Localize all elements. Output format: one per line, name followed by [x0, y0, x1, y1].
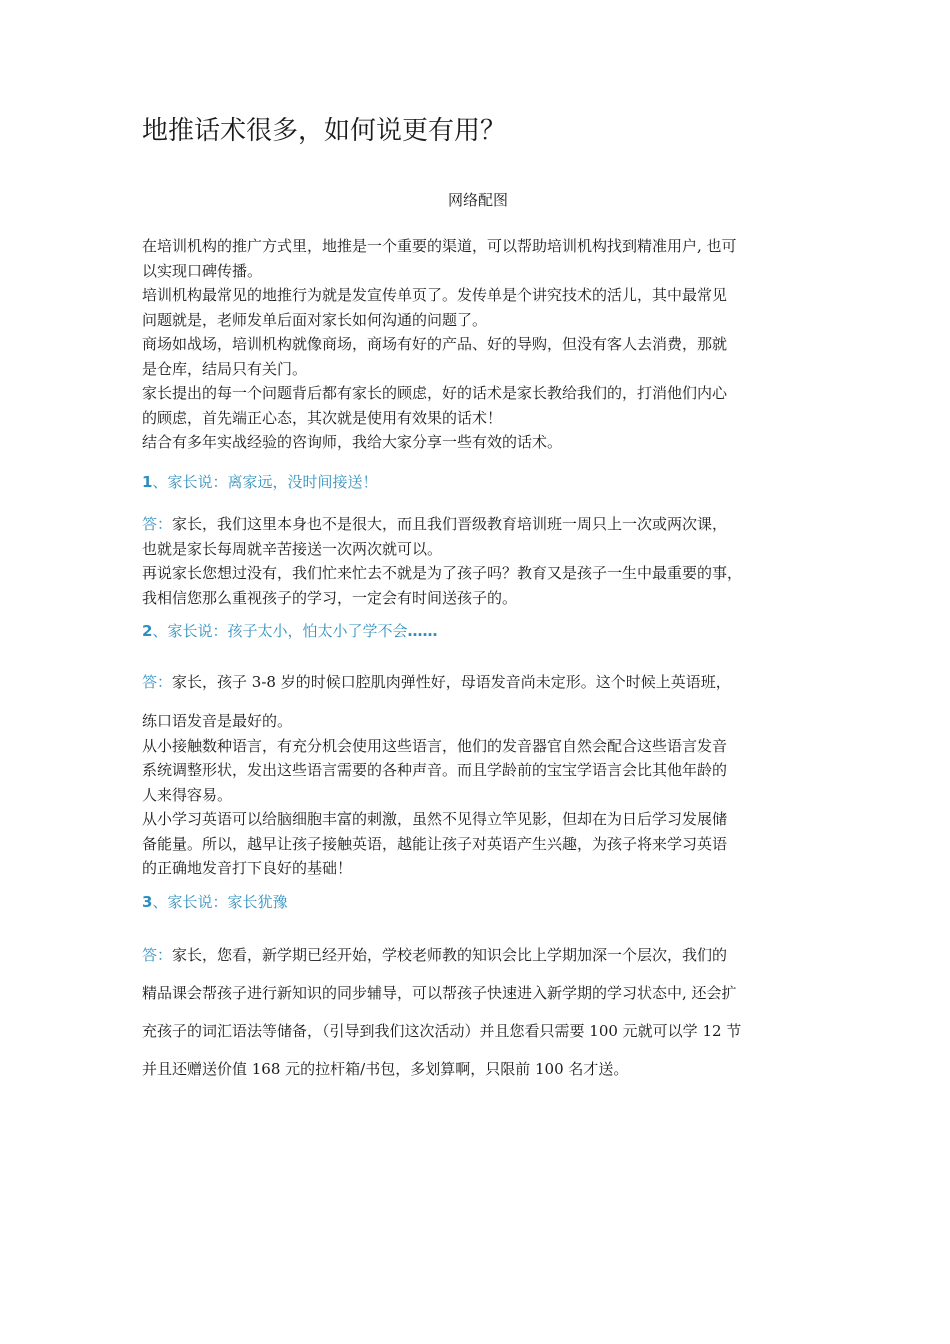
text-line: 的正确地发音打下良好的基础！: [142, 859, 353, 877]
text-line: 并且还赠送价值 168 元的拉杆箱/书包，多划算啊，只限前 100 名才送。: [142, 1060, 629, 1078]
section-answer-2-first: [142, 670, 814, 695]
text-line: 从小接触数种语言，有充分机会使用这些语言，他们的发音器官自然会配合这些语言发音: [142, 736, 728, 755]
section-number: 2: [142, 622, 153, 640]
section-heading-2: [142, 619, 814, 643]
answer-label: 答：: [142, 673, 173, 691]
section-heading-3: [142, 890, 814, 914]
text-line: 我相信您那么重视孩子的学习，一定会有时间送孩子的。: [142, 588, 518, 607]
section-heading-1: [142, 470, 814, 494]
text-line: 商场如战场，培训机构就像商场，商场有好的产品、好的导购，但没有客人去消费，那就: [142, 335, 728, 353]
answer-text: 家长，孩子 3-8 岁的时候口腔肌肉弹性好，母语发音尚未定形。这个时候上英语班，: [172, 673, 731, 691]
text-line: 从小学习英语可以给脑细胞丰富的刺激，虽然不见得立竿见影，但却在为日后学习发展储: [142, 810, 728, 828]
page-title: 地推话术很多，如何说更有用？: [142, 116, 507, 146]
text-line: [142, 936, 814, 974]
section-number: 1: [142, 473, 153, 491]
text-line: [142, 512, 814, 537]
section-number: 3: [142, 893, 153, 911]
section-answer-2: [142, 709, 814, 881]
text-line: 在培训机构的推广方式里，地推是一个重要的渠道，可以帮助培训机构找到精准用户, 也可: [142, 237, 737, 255]
text-line: 以实现口碑传播。: [142, 261, 263, 280]
text-line: 精品课会帮孩子进行新知识的同步辅导，可以帮孩子快速进入新学期的学习状态中, 还会扩: [142, 984, 737, 1002]
text-line: 是仓库，结局只有关门。: [142, 359, 308, 378]
text-line: 备能量。所以，越早让孩子接触英语，越能让孩子对英语产生兴趣，为孩子将来学习英语: [142, 834, 728, 853]
answer-text: 家长，您看，新学期已经开始，学校老师教的知识会比上学期加深一个层次，我们的: [172, 946, 728, 964]
answer-label: 答：: [142, 946, 173, 964]
text-line: 的顾虑，首先端正心态，其次就是使用有效果的话术！: [142, 408, 503, 427]
section-heading-text: 、家长说：家长犹豫: [152, 893, 288, 911]
text-line: [142, 670, 814, 695]
text-line: 也就是家长每周就辛苦接送一次两次就可以。: [142, 539, 443, 558]
section-heading-text: 、家长说：离家远，没时间接送！: [152, 473, 378, 491]
text-line: 家长提出的每一个问题背后都有家长的顾虑，好的话术是家长教给我们的，打消他们内心: [142, 384, 728, 402]
text-line: 人来得容易。: [142, 785, 233, 804]
text-line: 问题就是，老师发单后面对家长如何沟通的问题了。: [142, 310, 488, 329]
text-line: 充孩子的词汇语法等储备，（引导到我们这次活动）并且您看只需要 100 元就可以学 12 节: [142, 1022, 742, 1040]
intro-text: [142, 234, 814, 455]
text-line: 结合有多年实战经验的咨询师，我给大家分享一些有效的话术。: [142, 433, 563, 451]
answer-text: 家长，我们这里本身也不是很大，而且我们晋级教育培训班一周只上一次或两次课，: [172, 515, 728, 533]
section-heading-text: 、家长说：孩子太小，怕太小了学不会: [152, 622, 408, 640]
section-heading-ellipsis: ……: [407, 622, 438, 640]
text-line: 培训机构最常见的地推行为就是发宣传单页了。发传单是个讲究技术的活儿，其中最常见: [142, 286, 728, 304]
text-line: 练口语发音是最好的。: [142, 712, 293, 730]
text-line: 再说家长您想过没有，我们忙来忙去不就是为了孩子吗？教育又是孩子一生中最重要的事，: [142, 564, 743, 582]
text-line: 系统调整形状，发出这些语言需要的各种声音。而且学龄前的宝宝学语言会比其他年龄的: [142, 761, 728, 779]
section-answer-3: [142, 936, 814, 1088]
image-caption: 网络配图: [447, 191, 508, 209]
answer-label: 答：: [142, 515, 173, 533]
section-answer-1: [142, 512, 814, 610]
